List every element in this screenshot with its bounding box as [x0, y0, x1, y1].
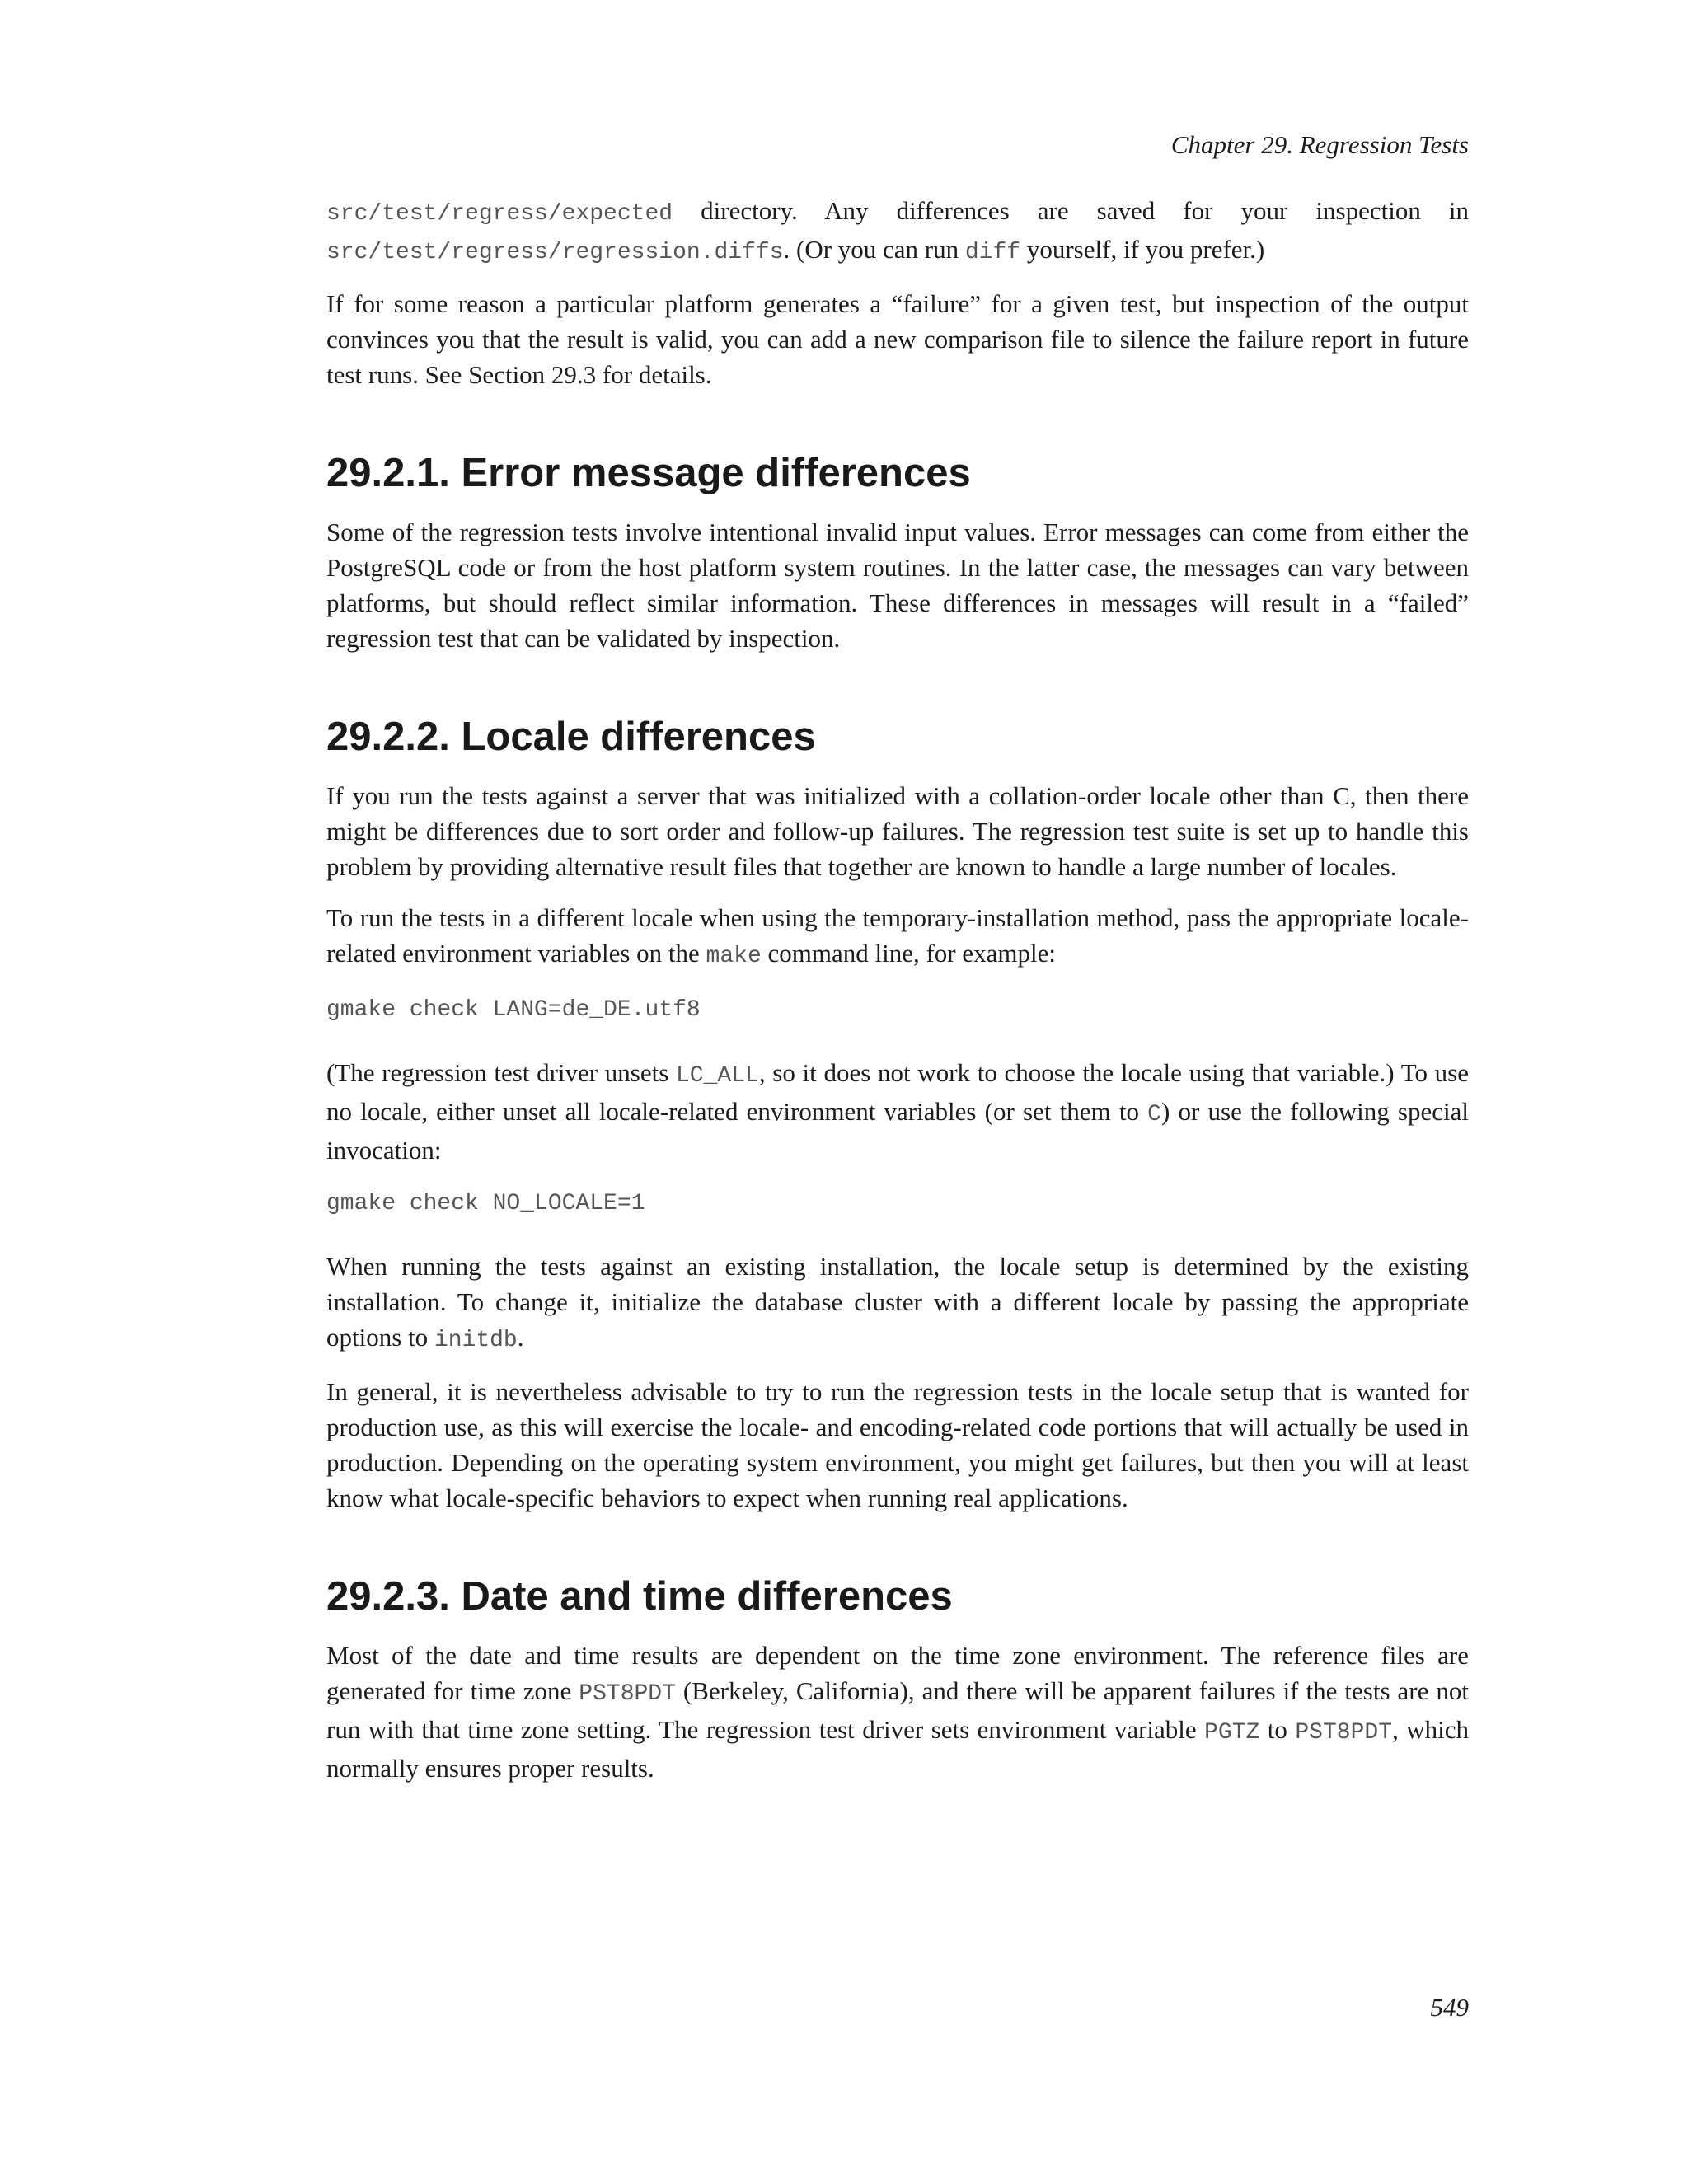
intro-paragraph-2: If for some reason a particular platform generates a “failure” for a given test, but inspection of the output convinces you that the result is valid, you can add a new comparison file to silence the failure report in future test runs. See Section 29.3 for details.	[326, 289, 1469, 389]
locale-paragraph-2: To run the tests in a different locale when using the temporary-installation method, pass the appropriate locale-related environment variables on the make command line, for example:	[326, 903, 1469, 969]
datetime-paragraph-1: Most of the date and time results are dependent on the time zone environment. The reference files are generated for time zone PST8PDT (Berkeley, California), and there will be apparent failures if the tests are not run with that time zone setting. The regression test driver sets environment variable PGTZ to PST8PDT, which normally ensures proper results.	[326, 1641, 1469, 1783]
page-content	[326, 193, 1469, 1802]
section-heading-date-time: 29.2.3. Date and time differences	[326, 1574, 953, 1619]
error-paragraph-1: Some of the regression tests involve intentional invalid input values. Error messages can come from either the PostgreSQL code or from the host platform system routines. In the latter case, the messages can vary between platforms, but should reflect similar information. These differences in messages will result in a “failed” regression test that can be validated by inspection.	[326, 518, 1469, 653]
inline-code: C	[1147, 1102, 1161, 1127]
code-example-no-locale: gmake check NO_LOCALE=1	[326, 1191, 645, 1216]
locale-paragraph-1: If you run the tests against a server that was initialized with a collation-order locale other than C, then there might be differences due to sort order and follow-up failures. The regression test suite is set up to handle this problem by providing alternative result files that together are known to handle a large number of locales.	[326, 781, 1469, 881]
inline-code: initdb	[434, 1328, 518, 1353]
document-page	[326, 0, 1469, 2184]
section-heading-locale: 29.2.2. Locale differences	[326, 715, 816, 759]
locale-paragraph-3: (The regression test driver unsets LC_ALL, so it does not work to choose the locale using that variable.) To use no locale, either unset all locale-related environment variables (or set them to C) or use the following special invocation:	[326, 1058, 1469, 1165]
intro-paragraph-1: src/test/regress/expected directory. Any differences are saved for your inspection in src/test/regress/regression.diffs. (Or you can run diff yourself, if you prefer.)	[326, 196, 1469, 265]
inline-code: PST8PDT	[1295, 1720, 1392, 1746]
code-example-lang: gmake check LANG=de_DE.utf8	[326, 997, 701, 1023]
inline-code: src/test/regress/regression.diffs	[326, 240, 784, 265]
locale-paragraph-5: In general, it is nevertheless advisable to try to run the regression tests in the locale setup that is wanted for production use, as this will exercise the locale- and encoding-related code portions that will actually be used in production. Depending on the operating system environment, you might get failures, but then you will at least know what locale-specific behaviors to expect when running real applications.	[326, 1377, 1469, 1512]
inline-code: diff	[964, 240, 1021, 265]
section-heading-error-messages: 29.2.1. Error message differences	[326, 451, 971, 495]
inline-code: PGTZ	[1204, 1720, 1260, 1746]
running-header: Chapter 29. Regression Tests	[1170, 130, 1469, 159]
inline-code: make	[706, 944, 762, 969]
inline-code: LC_ALL	[676, 1063, 759, 1089]
inline-code: PST8PDT	[579, 1681, 676, 1707]
locale-paragraph-4: When running the tests against an existing installation, the locale setup is determined by the existing installation. To change it, initialize the database cluster with a different locale by passing the appropriate options to initdb.	[326, 1252, 1469, 1353]
page-number: 549	[1430, 1993, 1469, 2022]
inline-code: src/test/regress/expected	[326, 201, 673, 227]
